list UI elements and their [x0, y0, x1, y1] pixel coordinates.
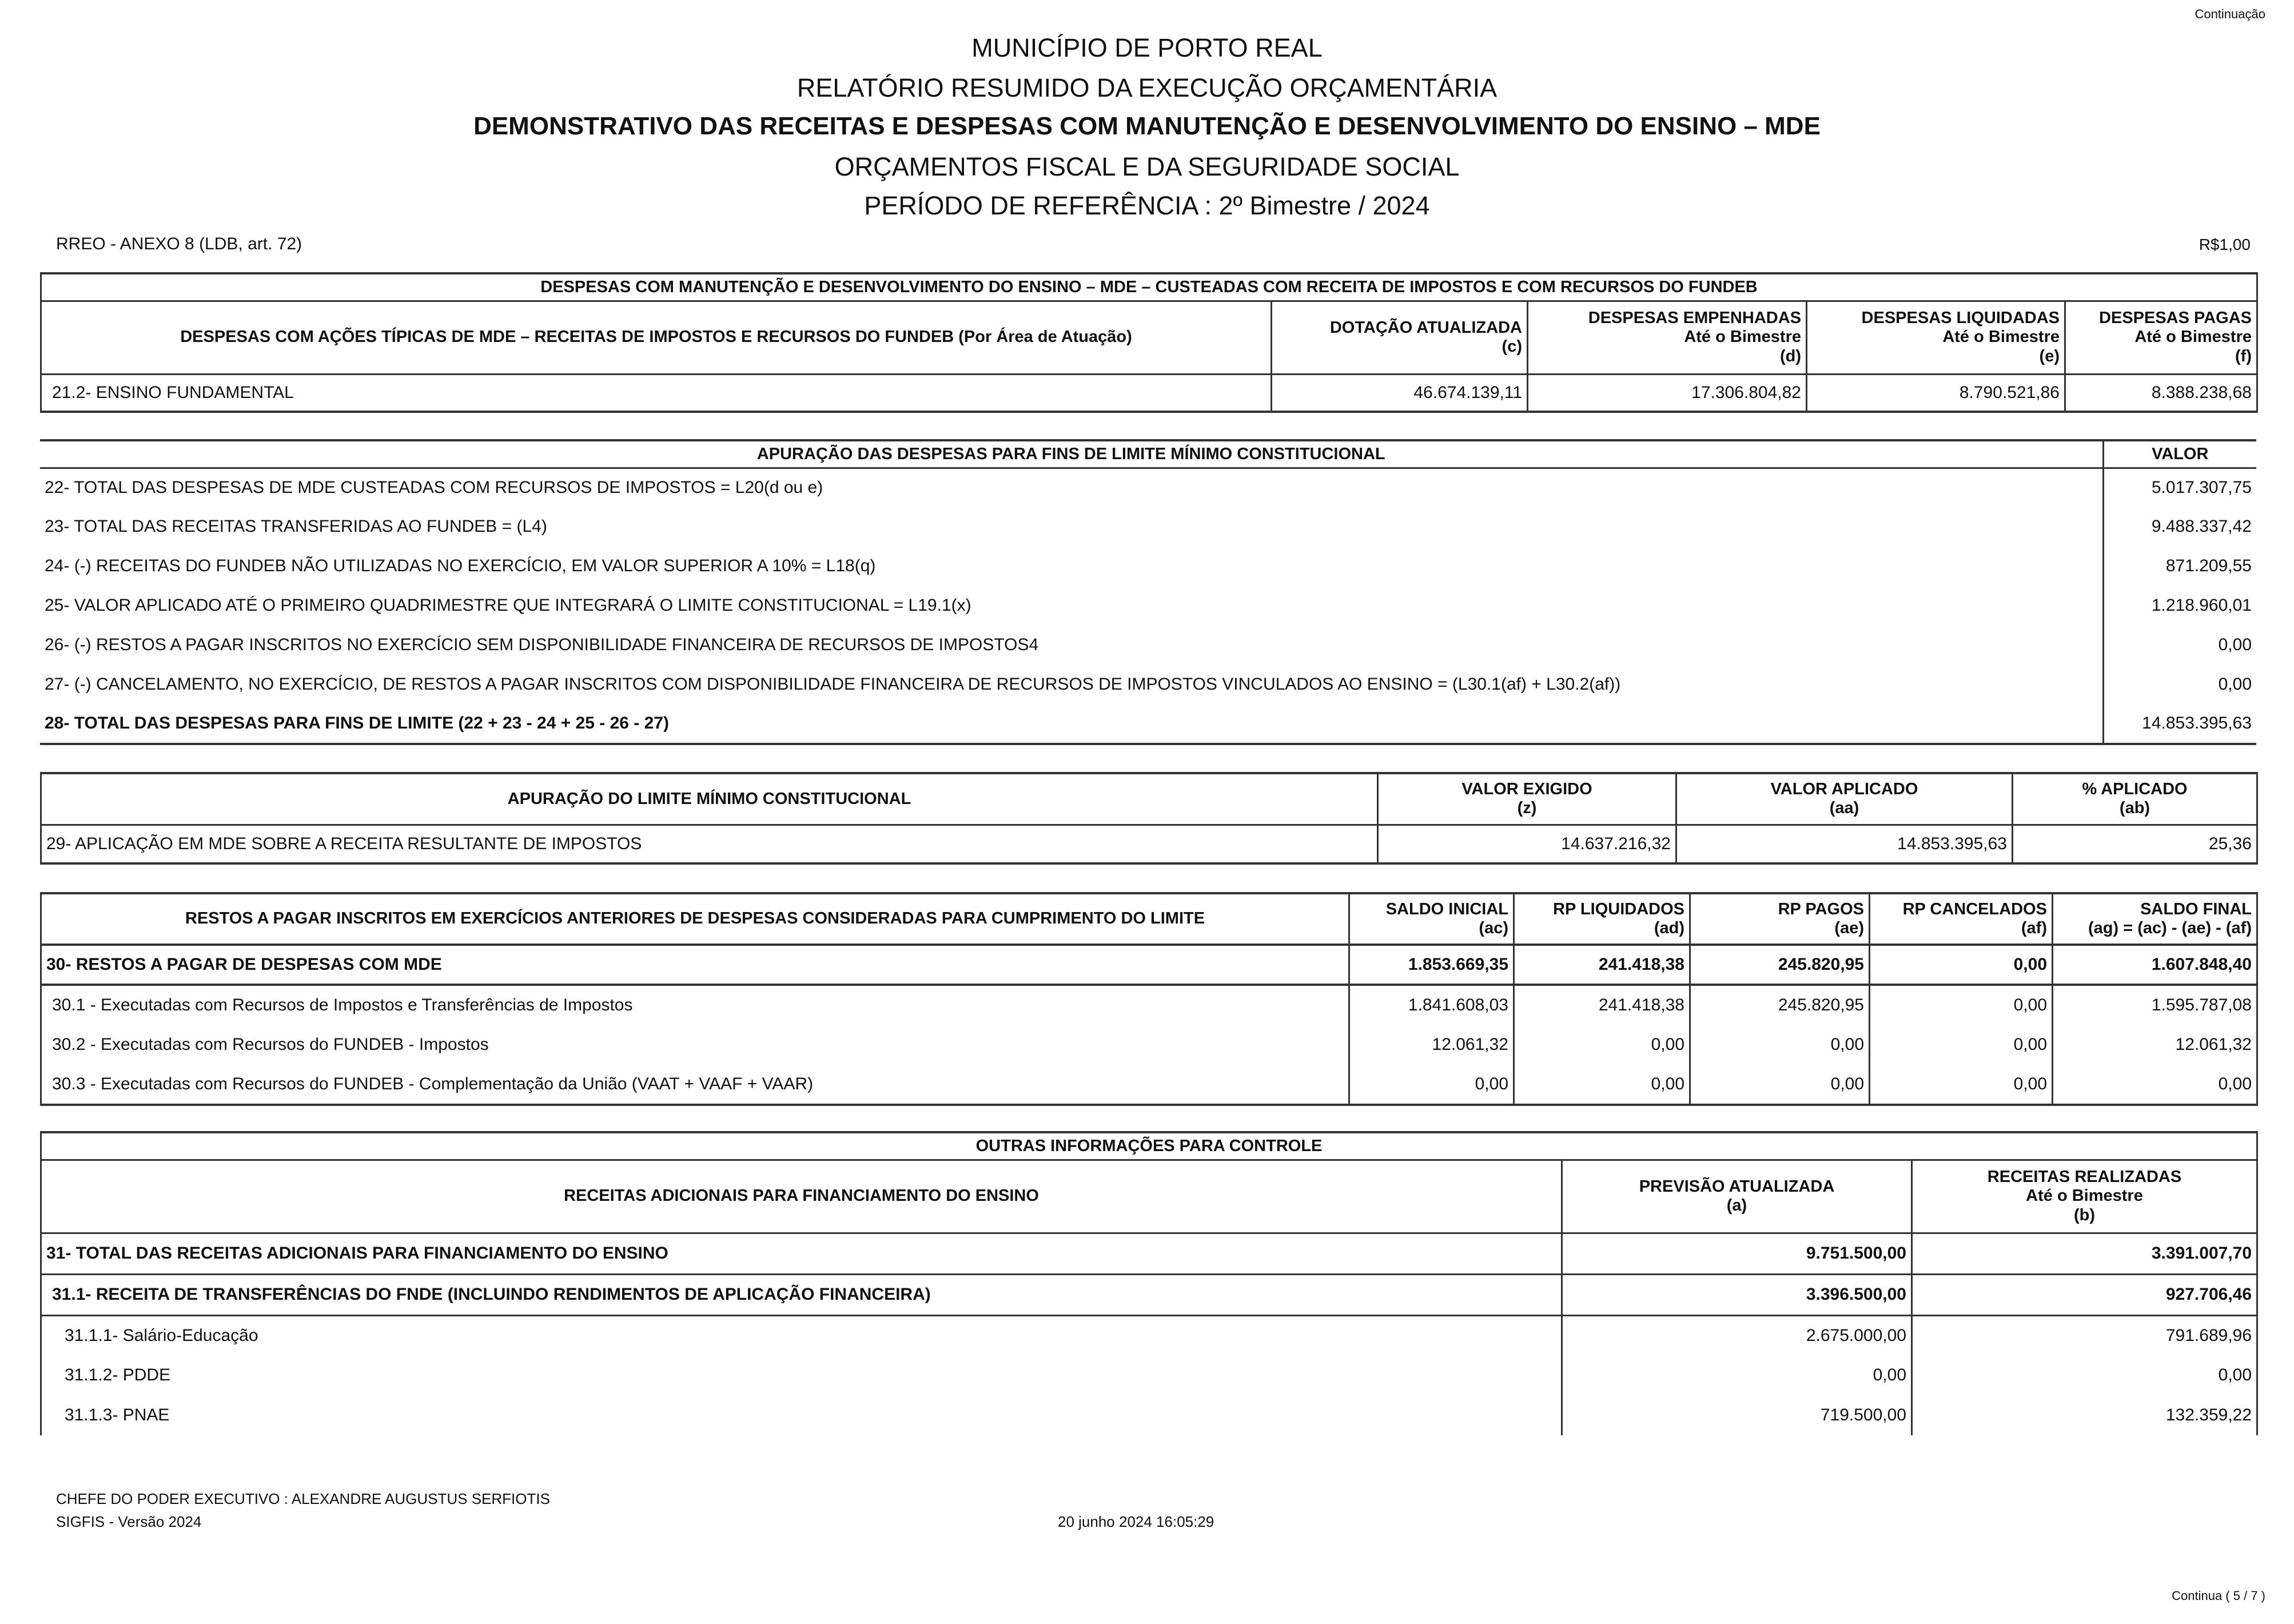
- minimum-limit-table: [40, 772, 2258, 865]
- cell-value: 8.790.521,86: [1807, 374, 2065, 412]
- cell-value: 791.689,96: [1912, 1315, 2257, 1355]
- column-header: DESPESAS LIQUIDADAS Até o Bimestre (e): [1807, 301, 2065, 374]
- cell-value: 14.853.395,63: [1676, 825, 2013, 863]
- table-row: [41, 1065, 2257, 1105]
- table-row: [41, 1355, 2257, 1395]
- table-title: APURAÇÃO DAS DESPESAS PARA FINS DE LIMITE MÍNIMO CONSTITUCIONAL: [40, 440, 2103, 468]
- cell-value: 0,00: [2103, 626, 2256, 665]
- cell-value: 0,00: [1690, 1025, 1870, 1065]
- table-row: [40, 468, 2256, 507]
- column-header: RECEITAS ADICIONAIS PARA FINANCIAMENTO DO ENSINO: [41, 1160, 1562, 1233]
- row-label: 31.1- RECEITA DE TRANSFERÊNCIAS DO FNDE (INCLUINDO RENDIMENTOS DE APLICAÇÃO FINANCEIRA): [41, 1274, 1562, 1315]
- report-title: RELATÓRIO RESUMIDO DA EXECUÇÃO ORÇAMENTÁRIA: [796, 73, 1498, 102]
- row-label: 31.1.2- PDDE: [41, 1355, 1562, 1395]
- column-header: SALDO INICIAL (ac): [1349, 893, 1514, 945]
- table-row: [40, 704, 2256, 744]
- limit-expenses-table: [40, 439, 2256, 745]
- cell-value: 14.637.216,32: [1378, 825, 1676, 863]
- generated-date: 20 junho 2024 16:05:29: [1058, 1513, 1214, 1530]
- row-label: 25- VALOR APLICADO ATÉ O PRIMEIRO QUADRIMESTRE QUE INTEGRARÁ O LIMITE CONSTITUCIONAL = L19.1(x): [45, 596, 971, 615]
- cell-value: 46.674.139,11: [1272, 374, 1528, 412]
- row-label: 24- (-) RECEITAS DO FUNDEB NÃO UTILIZADAS NO EXERCÍCIO, EM VALOR SUPERIOR A 10% = L18(q): [45, 556, 876, 576]
- budget-title: ORÇAMENTOS FISCAL E DA SEGURIDADE SOCIAL: [834, 152, 1460, 181]
- restos-a-pagar-table: [40, 892, 2258, 1106]
- cell-value: 12.061,32: [1349, 1025, 1514, 1065]
- cell-value: 245.820,95: [1690, 945, 1870, 985]
- table-row: [40, 507, 2256, 547]
- column-header: RP CANCELADOS (af): [1870, 893, 2053, 945]
- municipality-title: MUNICÍPIO DE PORTO REAL: [971, 33, 1323, 62]
- column-header: RP LIQUIDADOS (ad): [1514, 893, 1690, 945]
- statement-title: DEMONSTRATIVO DAS RECEITAS E DESPESAS COM MANUTENÇÃO E DESENVOLVIMENTO DO ENSINO – MDE: [473, 112, 1821, 140]
- row-label: 31.1.3- PNAE: [41, 1395, 1562, 1435]
- cell-value: 1.218.960,01: [2103, 586, 2256, 626]
- row-label: 28- TOTAL DAS DESPESAS PARA FINS DE LIMITE (22 + 23 - 24 + 25 - 26 - 27): [40, 704, 2103, 744]
- cell-value: 0,00: [2103, 665, 2256, 704]
- row-label: 21.2- ENSINO FUNDAMENTAL: [41, 374, 1272, 412]
- table-row: [41, 825, 2257, 863]
- cell-value: 132.359,22: [1912, 1395, 2257, 1435]
- row-label: 30- RESTOS A PAGAR DE DESPESAS COM MDE: [41, 945, 1349, 985]
- continuation-label: Continuação: [2195, 7, 2265, 21]
- cell-value: 0,00: [1870, 1025, 2053, 1065]
- table-title: DESPESAS COM MANUTENÇÃO E DESENVOLVIMENTO DO ENSINO – MDE – CUSTEADAS COM RECEITA DE IMPOSTOS E COM RECURSOS DO FUNDEB: [41, 273, 2257, 301]
- row-label: 30.3 - Executadas com Recursos do FUNDEB - Complementação da União (VAAT + VAAF + VAAR): [41, 1065, 1349, 1105]
- column-header: SALDO FINAL (ag) = (ac) - (ae) - (af): [2053, 893, 2257, 945]
- cell-value: 0,00: [1349, 1065, 1514, 1105]
- cell-value: 1.595.787,08: [2053, 985, 2257, 1025]
- table-row: [40, 547, 2256, 586]
- cell-value: 0,00: [1912, 1355, 2257, 1395]
- cell-value: 5.017.307,75: [2103, 468, 2256, 507]
- column-header: PREVISÃO ATUALIZADA (a): [1562, 1160, 1912, 1233]
- cell-value: 1.841.608,03: [1349, 985, 1514, 1025]
- row-label: 29- APLICAÇÃO EM MDE SOBRE A RECEITA RESULTANTE DE IMPOSTOS: [41, 825, 1378, 863]
- column-header: DESPESAS PAGAS Até o Bimestre (f): [2065, 301, 2257, 374]
- cell-value: 871.209,55: [2103, 547, 2256, 586]
- row-label: 23- TOTAL DAS RECEITAS TRANSFERIDAS AO FUNDEB = (L4): [45, 517, 547, 536]
- table-row: [41, 1233, 2257, 1274]
- column-header: VALOR EXIGIDO (z): [1378, 773, 1676, 825]
- cell-value: 2.675.000,00: [1562, 1315, 1912, 1355]
- row-label: 26- (-) RESTOS A PAGAR INSCRITOS NO EXERCÍCIO SEM DISPONIBILIDADE FINANCEIRA DE RECURSOS DE IMPOSTOS4: [45, 635, 1039, 655]
- cell-value: 927.706,46: [1912, 1274, 2257, 1315]
- cell-value: 1.853.669,35: [1349, 945, 1514, 985]
- row-label: 27- (-) CANCELAMENTO, NO EXERCÍCIO, DE RESTOS A PAGAR INSCRITOS COM DISPONIBILIDADE FINANCEIRA DE RECURSOS DE IMPOSTOS VINCULADOS AO ENSINO = (L30.1(af) + L30.2(af)): [45, 675, 1621, 694]
- table-row: [41, 985, 2257, 1025]
- cell-value: 0,00: [1870, 1065, 2053, 1105]
- table-title: RESTOS A PAGAR INSCRITOS EM EXERCÍCIOS ANTERIORES DE DESPESAS CONSIDERADAS PARA CUMPRIMENTO DO LIMITE: [41, 893, 1349, 945]
- table-row: [41, 1274, 2257, 1315]
- cell-value: 17.306.804,82: [1528, 374, 1807, 412]
- cell-value: 0,00: [1870, 945, 2053, 985]
- cell-value: 12.061,32: [2053, 1025, 2257, 1065]
- cell-value: 0,00: [1870, 985, 2053, 1025]
- table-title: OUTRAS INFORMAÇÕES PARA CONTROLE: [41, 1132, 2257, 1160]
- table-row: [40, 665, 2256, 704]
- row-label: 30.2 - Executadas com Recursos do FUNDEB - Impostos: [41, 1025, 1349, 1065]
- cell-value: 0,00: [1562, 1355, 1912, 1395]
- table-title: APURAÇÃO DO LIMITE MÍNIMO CONSTITUCIONAL: [41, 773, 1378, 825]
- cell-value: 0,00: [1514, 1025, 1690, 1065]
- cell-value: 8.388.238,68: [2065, 374, 2257, 412]
- other-info-table: [40, 1131, 2258, 1435]
- column-header: % APLICADO (ab): [2013, 773, 2257, 825]
- executive-chief: CHEFE DO PODER EXECUTIVO : ALEXANDRE AUGUSTUS SERFIOTIS: [56, 1490, 550, 1507]
- column-header: RP PAGOS (ae): [1690, 893, 1870, 945]
- table-row: [41, 374, 2257, 412]
- table-row: [41, 945, 2257, 985]
- column-header: RECEITAS REALIZADAS Até o Bimestre (b): [1912, 1160, 2257, 1233]
- cell-value: 0,00: [1690, 1065, 1870, 1105]
- annex-label: RREO - ANEXO 8 (LDB, art. 72): [56, 234, 302, 253]
- system-version: SIGFIS - Versão 2024: [56, 1513, 202, 1530]
- row-label: 31- TOTAL DAS RECEITAS ADICIONAIS PARA FINANCIAMENTO DO ENSINO: [41, 1233, 1562, 1274]
- cell-value: 3.396.500,00: [1562, 1274, 1912, 1315]
- column-header: DESPESAS EMPENHADAS Até o Bimestre (d): [1528, 301, 1807, 374]
- period-title: PERÍODO DE REFERÊNCIA : 2º Bimestre / 2024: [864, 191, 1430, 220]
- cell-value: 3.391.007,70: [1912, 1233, 2257, 1274]
- currency-unit: R$1,00: [2199, 236, 2251, 253]
- cell-value: 0,00: [2053, 1065, 2257, 1105]
- cell-value: 719.500,00: [1562, 1395, 1912, 1435]
- table-row: [41, 1315, 2257, 1355]
- cell-value: 241.418,38: [1514, 945, 1690, 985]
- table-row: [40, 626, 2256, 665]
- table-row: [41, 1025, 2257, 1065]
- column-header: DOTAÇÃO ATUALIZADA (c): [1272, 301, 1528, 374]
- row-label: 31.1.1- Salário-Educação: [41, 1315, 1562, 1355]
- table-row: [41, 1395, 2257, 1435]
- row-label: 22- TOTAL DAS DESPESAS DE MDE CUSTEADAS COM RECURSOS DE IMPOSTOS = L20(d ou e): [45, 478, 823, 497]
- cell-value: 245.820,95: [1690, 985, 1870, 1025]
- cell-value: 9.488.337,42: [2103, 507, 2256, 547]
- column-header: DESPESAS COM AÇÕES TÍPICAS DE MDE – RECEITAS DE IMPOSTOS E RECURSOS DO FUNDEB (Por Área de Atuação): [41, 301, 1272, 374]
- column-header: VALOR: [2103, 440, 2256, 468]
- cell-value: 241.418,38: [1514, 985, 1690, 1025]
- page-counter: Continua ( 5 / 7 ): [2172, 1589, 2265, 1603]
- row-label: 30.1 - Executadas com Recursos de Impostos e Transferências de Impostos: [41, 985, 1349, 1025]
- mde-expenses-table: [40, 272, 2258, 413]
- cell-value: 9.751.500,00: [1562, 1233, 1912, 1274]
- cell-value: 0,00: [1514, 1065, 1690, 1105]
- table-row: [40, 586, 2256, 626]
- cell-value: 1.607.848,40: [2053, 945, 2257, 985]
- column-header: VALOR APLICADO (aa): [1676, 773, 2013, 825]
- cell-value: 14.853.395,63: [2103, 704, 2256, 744]
- cell-value: 25,36: [2013, 825, 2257, 863]
